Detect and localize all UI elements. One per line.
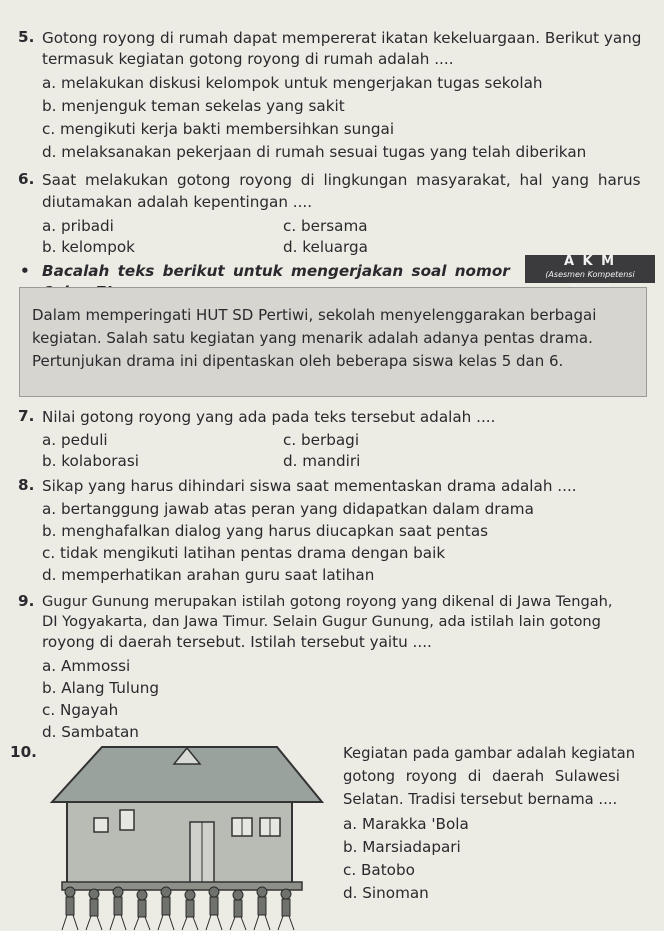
house-carrying-illustration [32, 742, 332, 931]
question-7-option-d: d. mandiri [283, 452, 361, 470]
question-8-option-b: b. menghafalkan dialog yang harus diucapkan saat pentas [42, 522, 489, 540]
question-8-option-c: c. tidak mengikuti latihan pentas drama dengan baik [42, 544, 446, 562]
question-6-option-b: b. kelompok [42, 238, 135, 256]
question-6-option-c: c. bersama [283, 217, 368, 235]
question-9-number: 9. [18, 592, 35, 610]
question-7-stem: Nilai gotong royong yang ada pada teks tersebut adalah .... [42, 408, 496, 426]
question-6-option-d: d. keluarga [283, 238, 368, 256]
question-10-option-d: d. Sinoman [343, 884, 429, 902]
question-5-stem-line-2: termasuk kegiatan gotong royong di rumah adalah .... [42, 50, 454, 68]
question-9-stem-line-2: DI Yogyakarta, dan Jawa Timur. Selain Gugur Gunung, ada istilah lain gotong [42, 613, 601, 630]
question-9-stem-line-3: royong di daerah tersebut. Istilah tersebut yaitu .... [42, 633, 432, 651]
question-7-option-b: b. kolaborasi [42, 452, 139, 470]
akm-badge [525, 255, 655, 283]
question-5-number: 5. [18, 28, 35, 46]
question-8-option-a: a. bertanggung jawab atas peran yang didapatkan dalam drama [42, 500, 534, 518]
passage-line-3: Pertunjukan drama ini dipentaskan oleh beberapa siswa kelas 5 dan 6. [32, 352, 564, 370]
question-8-stem: Sikap yang harus dihindari siswa saat mementaskan drama adalah .... [42, 477, 577, 495]
akm-badge-title: A K M [563, 254, 617, 269]
question-9-option-d: d. Sambatan [42, 723, 139, 741]
question-6-stem-line-2: diutamakan adalah kepentingan .... [42, 193, 313, 211]
question-10-number: 10. [10, 743, 37, 761]
question-5-option-d: d. melaksanakan pekerjaan di rumah sesuai tugas yang telah diberikan [42, 143, 587, 161]
question-10-option-b: b. Marsiadapari [343, 838, 461, 856]
question-6-stem-line-1: Saat melakukan gotong royong di lingkungan masyarakat, hal yang harus [42, 171, 641, 189]
question-5-option-b: b. menjenguk teman sekelas yang sakit [42, 97, 345, 115]
akm-badge-subtitle: (Asesmen Kompetensi [545, 270, 635, 279]
question-5-stem-line-1: Gotong royong di rumah dapat mempererat ikatan kekeluargaan. Berikut yang [42, 29, 642, 47]
question-9-option-a: a. Ammossi [42, 657, 131, 675]
question-5-option-a: a. melakukan diskusi kelompok untuk mengerjakan tugas sekolah [42, 74, 543, 92]
question-7-option-c: c. berbagi [283, 431, 360, 449]
question-7-number: 7. [18, 407, 35, 425]
passage-box [19, 287, 647, 397]
question-6-number: 6. [18, 170, 35, 188]
question-9-stem-line-1: Gugur Gunung merupakan istilah gotong royong yang dikenal di Jawa Tengah, [42, 593, 613, 610]
question-5-option-c: c. mengikuti kerja bakti membersihkan sungai [42, 120, 395, 138]
question-10-stem-line-1: Kegiatan pada gambar adalah kegiatan [343, 745, 636, 762]
instruction-line-1: Bacalah teks berikut untuk mengerjakan soal nomor [42, 262, 510, 280]
question-7-option-a: a. peduli [42, 431, 108, 449]
question-8-number: 8. [18, 476, 35, 494]
question-9-option-c: c. Ngayah [42, 701, 119, 719]
instruction-bullet: • [20, 262, 30, 280]
question-10-stem-line-2: gotong royong di daerah Sulawesi [343, 768, 620, 785]
question-6-option-a: a. pribadi [42, 217, 114, 235]
passage-line-2: kegiatan. Salah satu kegiatan yang menarik adalah adanya pentas drama. [32, 329, 593, 347]
question-9-option-b: b. Alang Tulung [42, 679, 160, 697]
question-8-option-d: d. memperhatikan arahan guru saat latihan [42, 566, 375, 584]
passage-line-1: Dalam memperingati HUT SD Pertiwi, sekolah menyelenggarakan berbagai [32, 306, 597, 324]
question-10-option-c: c. Batobo [343, 861, 415, 879]
question-10-stem-line-3: Selatan. Tradisi tersebut bernama .... [343, 791, 618, 808]
question-10-option-a: a. Marakka 'Bola [343, 815, 469, 833]
